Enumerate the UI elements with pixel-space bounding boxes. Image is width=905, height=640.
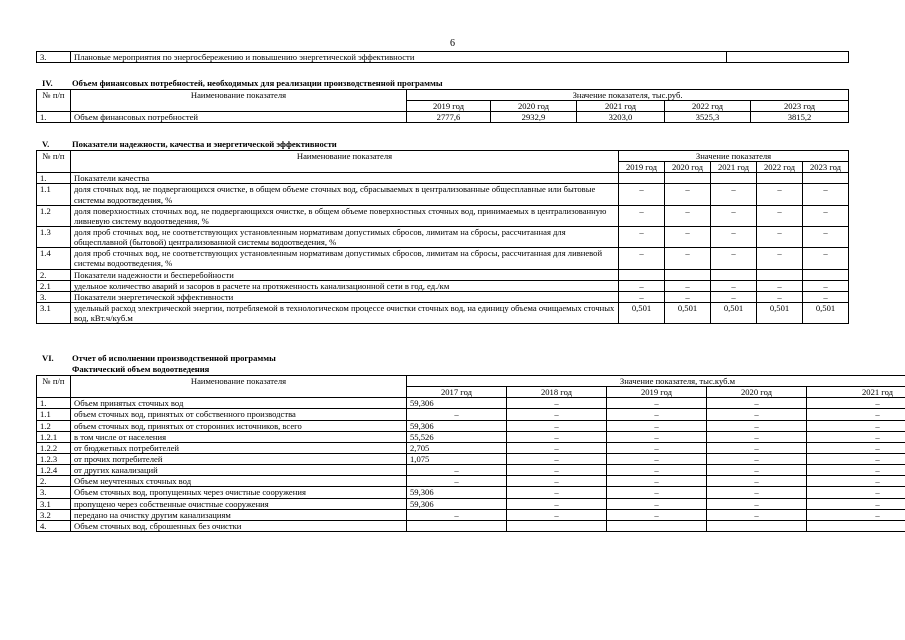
row-value: – <box>507 420 607 431</box>
row-value: – <box>707 487 807 498</box>
section-vi-subtitle: Фактический объем водоотведения <box>72 364 210 374</box>
row-name: пропущено через собственные очистные сооружения <box>71 498 407 509</box>
top-table <box>36 51 849 63</box>
row-value <box>757 269 803 280</box>
financial-needs-table <box>36 89 849 123</box>
row-value <box>803 173 849 184</box>
table-row <box>37 487 905 498</box>
row-value: – <box>707 453 807 464</box>
row-number: 2.1 <box>37 280 71 291</box>
row-value: – <box>707 476 807 487</box>
header-year: 2021 год <box>807 387 905 398</box>
row-value: – <box>711 291 757 302</box>
table-row <box>37 498 905 509</box>
row-value: – <box>607 409 707 420</box>
table-row <box>37 248 849 269</box>
row-value <box>665 173 711 184</box>
row-value: – <box>607 487 707 498</box>
row-value: – <box>619 226 665 247</box>
row-value: – <box>711 205 757 226</box>
row-name: Объем принятых сточных вод <box>71 398 407 409</box>
table-row <box>37 226 849 247</box>
page-number: 6 <box>450 38 455 49</box>
row-name: Объем сточных вод, сброшенных без очистки <box>71 520 407 531</box>
row-value: 0,501 <box>757 302 803 323</box>
header-year: 2022 год <box>665 101 751 112</box>
row-value: – <box>807 476 905 487</box>
row-number: 3. <box>37 487 71 498</box>
row-number: 2. <box>37 269 71 280</box>
row-value: – <box>757 248 803 269</box>
row-value: – <box>407 409 507 420</box>
row-number: 1.2 <box>37 205 71 226</box>
row-number: 3. <box>37 291 71 302</box>
table-row <box>37 184 849 205</box>
section-title: Отчет об исполнении производственной программы <box>72 353 276 363</box>
header-value: Значение показателя <box>619 151 849 162</box>
row-value: – <box>407 465 507 476</box>
row-value: 0,501 <box>711 302 757 323</box>
header-year: 2019 год <box>407 101 491 112</box>
row-name: передано на очистку другим канализациям <box>71 509 407 520</box>
row-value: – <box>507 487 607 498</box>
row-value: – <box>757 291 803 302</box>
row-value: – <box>665 226 711 247</box>
row-value: – <box>707 420 807 431</box>
table-row <box>37 509 905 520</box>
row-value: – <box>619 248 665 269</box>
row-value: – <box>707 431 807 442</box>
row-name: удельное количество аварий и засоров в расчете на протяженность канализационной сети в год, ед./км <box>71 280 619 291</box>
row-number: 1. <box>37 173 71 184</box>
table-row <box>37 431 905 442</box>
header-name: Наименование показателя <box>71 376 407 398</box>
row-value: 2932,9 <box>491 112 577 123</box>
row-value: – <box>757 226 803 247</box>
row-value: – <box>607 476 707 487</box>
row-value: – <box>665 291 711 302</box>
row-value: – <box>707 409 807 420</box>
row-value: – <box>619 280 665 291</box>
table-row <box>37 520 905 531</box>
row-value: – <box>619 184 665 205</box>
row-value <box>619 269 665 280</box>
row-number: 1. <box>37 112 71 123</box>
row-name: доля поверхностных сточных вод, не подвергающихся очистке, в общем объеме поверхностных сточных вод, принимаемых в централизованную ливневую систему водоотведения, % <box>71 205 619 226</box>
row-value: – <box>507 442 607 453</box>
row-number: 1.2.4 <box>37 465 71 476</box>
table-row <box>37 291 849 302</box>
row-name: от бюджетных потребителей <box>71 442 407 453</box>
row-value: – <box>607 431 707 442</box>
header-name: Наименование показателя <box>71 151 619 173</box>
section-title: Показатели надежности, качества и энергетической эффективности <box>72 139 337 149</box>
row-name: Объем сточных вод, пропущенных через очистные сооружения <box>71 487 407 498</box>
header-year: 2021 год <box>577 101 665 112</box>
row-value: 3815,2 <box>751 112 849 123</box>
row-value: – <box>607 465 707 476</box>
table-row <box>37 465 905 476</box>
row-value: – <box>807 465 905 476</box>
header-num: № п/п <box>37 151 71 173</box>
row-name: Плановые мероприятия по энергосбережению и повышению энергетической эффективности <box>71 52 727 63</box>
row-value: – <box>711 184 757 205</box>
header-year: 2020 год <box>491 101 577 112</box>
row-value: 1,075 <box>407 453 507 464</box>
header-year: 2018 год <box>507 387 607 398</box>
row-value <box>665 269 711 280</box>
row-value: – <box>807 487 905 498</box>
row-value: – <box>707 509 807 520</box>
row-value: – <box>507 509 607 520</box>
row-value: – <box>665 248 711 269</box>
table-row <box>37 442 905 453</box>
row-number: 1.2.1 <box>37 431 71 442</box>
row-value: – <box>707 465 807 476</box>
row-value: – <box>757 184 803 205</box>
row-value <box>607 520 707 531</box>
row-value: – <box>507 465 607 476</box>
table-row <box>37 173 849 184</box>
row-value: – <box>807 409 905 420</box>
row-value: – <box>619 291 665 302</box>
row-value: 59,306 <box>407 498 507 509</box>
row-value: 59,306 <box>407 487 507 498</box>
row-value: – <box>607 398 707 409</box>
row-value: – <box>407 476 507 487</box>
row-value: – <box>803 184 849 205</box>
header-name: Наименование показателя <box>71 90 407 112</box>
table-row <box>37 420 905 431</box>
row-value: 2,705 <box>407 442 507 453</box>
row-value: 0,501 <box>803 302 849 323</box>
section-number: VI. <box>42 353 54 363</box>
row-value: 0,501 <box>619 302 665 323</box>
table-row <box>37 398 905 409</box>
row-value: – <box>807 431 905 442</box>
row-value: – <box>807 453 905 464</box>
header-year: 2020 год <box>707 387 807 398</box>
row-value: – <box>803 226 849 247</box>
row-name: доля проб сточных вод, не соответствующих установленным нормативам допустимых сбросов, лимитам на сбросы, рассчитанная для ливневой системы водоотведения, % <box>71 248 619 269</box>
row-value: 2777,6 <box>407 112 491 123</box>
row-value: 55,526 <box>407 431 507 442</box>
row-number: 1.1 <box>37 184 71 205</box>
row-value: – <box>807 442 905 453</box>
row-number: 2. <box>37 476 71 487</box>
row-value: – <box>665 184 711 205</box>
row-name: Показатели качества <box>71 173 619 184</box>
row-name: объем сточных вод, принятых от собственного производства <box>71 409 407 420</box>
row-value: – <box>507 398 607 409</box>
header-year: 2017 год <box>407 387 507 398</box>
row-value: – <box>707 498 807 509</box>
row-value <box>757 173 803 184</box>
row-value: – <box>711 280 757 291</box>
row-number: 1.2.2 <box>37 442 71 453</box>
header-year: 2023 год <box>803 162 849 173</box>
row-number: 3. <box>37 52 71 63</box>
row-value <box>619 173 665 184</box>
row-value: – <box>711 226 757 247</box>
row-name: объем сточных вод, принятых от сторонних источников, всего <box>71 420 407 431</box>
row-value: – <box>507 409 607 420</box>
row-value: – <box>619 205 665 226</box>
header-year: 2021 год <box>711 162 757 173</box>
table-row <box>37 476 905 487</box>
section-title: Объем финансовых потребностей, необходимых для реализации производственной программы <box>72 78 443 88</box>
row-name: Объем неучтенных сточных вод <box>71 476 407 487</box>
row-name: удельный расход электрической энергии, потребляемой в технологическом процессе очистки сточных вод, на единицу объема очищаемых сточных вод, кВт.ч/куб.м <box>71 302 619 323</box>
row-value: – <box>807 420 905 431</box>
row-name: Объем финансовых потребностей <box>71 112 407 123</box>
row-value: 59,306 <box>407 420 507 431</box>
row-value: 59,306 <box>407 398 507 409</box>
header-num: № п/п <box>37 376 71 398</box>
row-number: 1.3 <box>37 226 71 247</box>
row-value: – <box>407 509 507 520</box>
row-name: от других канализаций <box>71 465 407 476</box>
row-value: 3203,0 <box>577 112 665 123</box>
section-number: IV. <box>42 78 53 88</box>
table-row <box>37 280 849 291</box>
row-value: – <box>711 248 757 269</box>
row-value: – <box>757 280 803 291</box>
row-value: – <box>507 453 607 464</box>
header-year: 2019 год <box>619 162 665 173</box>
row-value: – <box>807 398 905 409</box>
reliability-indicators-table <box>36 150 849 324</box>
row-name: доля проб сточных вод, не соответствующих установленным нормативам допустимых сбросов, лимитам на сбросы, рассчитанная для общесплавной (бытовой) централизованной системы водоотведения, % <box>71 226 619 247</box>
row-value: – <box>707 398 807 409</box>
header-value: Значение показателя, тыс.куб.м <box>407 376 905 387</box>
row-value: – <box>607 420 707 431</box>
row-value: – <box>757 205 803 226</box>
row-value: – <box>707 442 807 453</box>
row-number: 1.1 <box>37 409 71 420</box>
header-year: 2022 год <box>757 162 803 173</box>
row-name: в том числе от населения <box>71 431 407 442</box>
row-number: 3.2 <box>37 509 71 520</box>
row-value: – <box>607 498 707 509</box>
table-row <box>37 269 849 280</box>
row-value: – <box>807 509 905 520</box>
row-number: 1. <box>37 398 71 409</box>
row-number: 3.1 <box>37 302 71 323</box>
row-value <box>407 520 507 531</box>
row-value: – <box>665 280 711 291</box>
row-value: 0,501 <box>665 302 711 323</box>
row-number: 4. <box>37 520 71 531</box>
row-value <box>711 269 757 280</box>
section-number: V. <box>42 139 50 149</box>
row-number: 1.2 <box>37 420 71 431</box>
row-number: 1.2.3 <box>37 453 71 464</box>
row-value <box>727 52 849 63</box>
row-name: Показатели энергетической эффективности <box>71 291 619 302</box>
row-value <box>711 173 757 184</box>
row-value: – <box>803 291 849 302</box>
table-row <box>37 302 849 323</box>
row-value: 3525,3 <box>665 112 751 123</box>
row-value: – <box>803 248 849 269</box>
row-value <box>807 520 905 531</box>
actual-wastewater-table <box>36 375 905 532</box>
row-number: 1.4 <box>37 248 71 269</box>
header-year: 2019 год <box>607 387 707 398</box>
row-name: доля сточных вод, не подвергающихся очистке, в общем объеме сточных вод, сбрасываемых в централизованные общесплавные или бытовые системы водоотведения, % <box>71 184 619 205</box>
row-value: – <box>607 453 707 464</box>
row-name: от прочих потребителей <box>71 453 407 464</box>
table-row <box>37 453 905 464</box>
header-num: № п/п <box>37 90 71 112</box>
row-value: – <box>807 498 905 509</box>
row-number: 3.1 <box>37 498 71 509</box>
row-value: – <box>507 476 607 487</box>
header-year: 2023 год <box>751 101 849 112</box>
row-value <box>803 269 849 280</box>
header-value: Значение показателя, тыс.руб. <box>407 90 849 101</box>
table-row <box>37 409 905 420</box>
row-value: – <box>607 509 707 520</box>
row-name: Показатели надежности и бесперебойности <box>71 269 619 280</box>
row-value <box>707 520 807 531</box>
row-value: – <box>607 442 707 453</box>
header-year: 2020 год <box>665 162 711 173</box>
row-value: – <box>665 205 711 226</box>
table-row <box>37 205 849 226</box>
table-row <box>37 52 849 63</box>
row-value <box>507 520 607 531</box>
row-value: – <box>507 498 607 509</box>
row-value: – <box>803 280 849 291</box>
row-value: – <box>507 431 607 442</box>
row-value: – <box>803 205 849 226</box>
table-row <box>37 112 849 123</box>
